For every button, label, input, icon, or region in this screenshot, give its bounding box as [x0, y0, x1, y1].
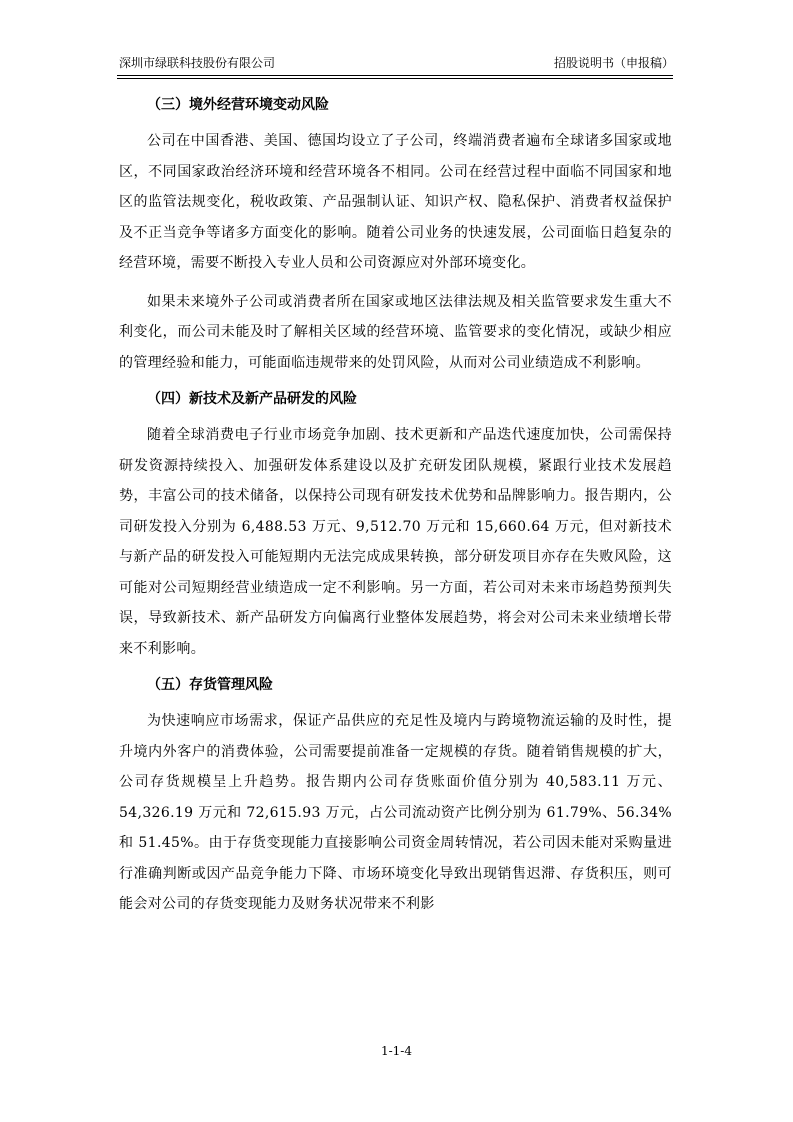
page-number: 1-1-4 [380, 1044, 412, 1058]
section-heading-inventory-risk: （五）存货管理风险 [147, 677, 273, 693]
paragraph: 公司在中国香港、美国、德国均设立了子公司，终端消费者遍布全球诸多国家或地区，不同国家政治经济环境和经营环境各不相同。公司在经营过程中面临不同国家和地区的监管法规变化，税收政策、产品强制认证、知识产权、隐私保护、消费者权益保护及不正当竞争等诸多方面变化的影响。随着公司业务的快速发展，公司面临日趋复杂的经营环境，需要不断投入专业人员和公司资源应对外部环境变化。 [119, 133, 672, 271]
section-heading-overseas-risk: （三）境外经营环境变动风险 [147, 97, 329, 113]
header-rule-top [117, 75, 673, 76]
section-heading-rd-risk: （四）新技术及新产品研发的风险 [147, 391, 357, 407]
header-rule-bottom [117, 78, 673, 79]
paragraph: 为快速响应市场需求，保证产品供应的充足性及境内与跨境物流运输的及时性，提升境内外客户的消费体验，公司需要提前准备一定规模的存货。随着销售规模的扩大，公司存货规模呈上升趋势。报告期内公司存货账面价值分别为 40,583.11 万元、54,326.19 万元和 72,615.93 万元，占公司流动资产比例分别为 61.79%、56.34%和 51.45%。由于存货变现能力直接影响公司资金周转情况，若公司因未能对采购量进行准确判断或因产品竞争能力下降、市场环境变化导致出现销售迟滞、存货积压，则可能会对公司的存货变现能力及财务状况带来不利影 [119, 713, 672, 912]
page-body [119, 92, 672, 928]
header-document-title: 招股说明书（申报稿） [553, 56, 674, 70]
paragraph: 如果未来境外子公司或消费者所在国家或地区法律法规及相关监管要求发生重大不利变化，而公司未能及时了解相关区域的经营环境、监管要求的变化情况，或缺少相应的管理经验和能力，可能面临违规带来的处罚风险，从而对公司业绩造成不利影响。 [119, 293, 672, 371]
paragraph: 随着全球消费电子行业市场竞争加剧、技术更新和产品迭代速度加快，公司需保持研发资源持续投入、加强研发体系建设以及扩充研发团队规模，紧跟行业技术发展趋势，丰富公司的技术储备，以保持公司现有研发技术优势和品牌影响力。报告期内，公司研发投入分别为 6,488.53 万元、9,512.70 万元和 15,660.64 万元，但对新技术与新产品的研发投入可能短期内无法完成成果转换，部分研发项目亦存在失败风险，这可能对公司短期经营业绩造成一定不利影响。另一方面，若公司对未来市场趋势预判失误，导致新技术、新产品研发方向偏离行业整体发展趋势，将会对公司未来业绩增长带来不利影响。 [119, 427, 672, 657]
header-company-name: 深圳市绿联科技股份有限公司 [119, 56, 276, 70]
